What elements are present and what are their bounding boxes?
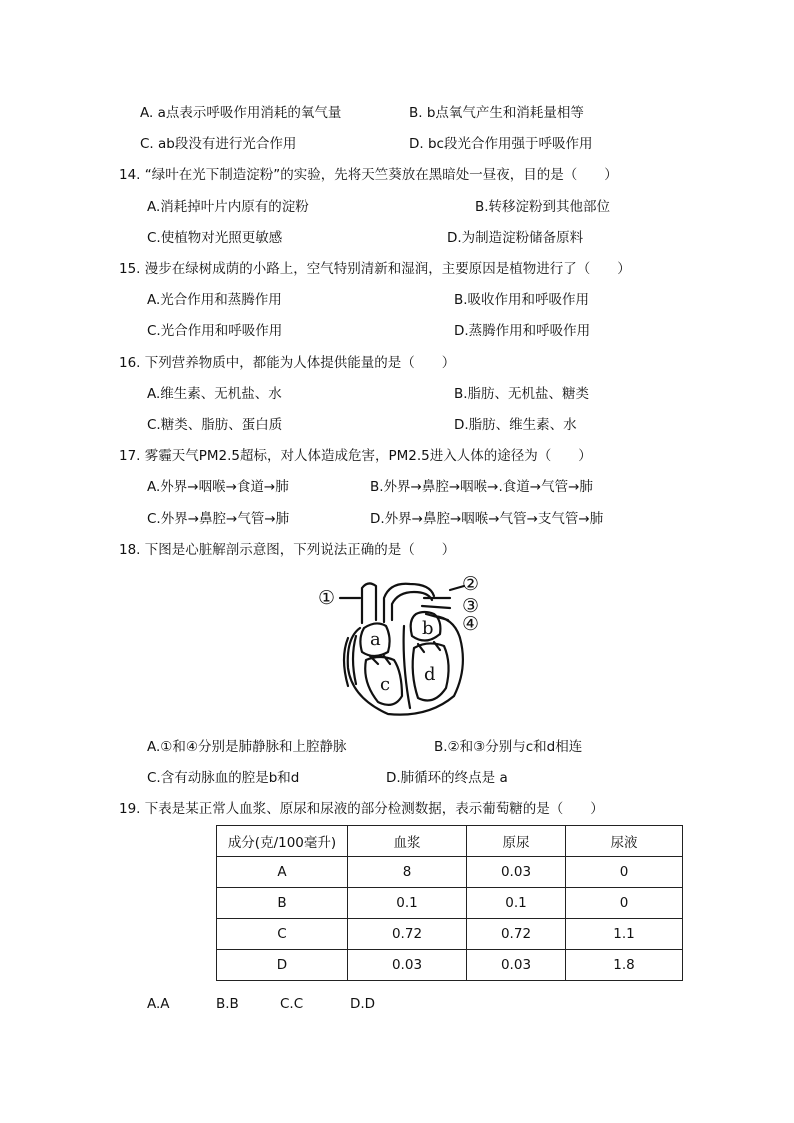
q15-option-d: D.蒸腾作用和呼吸作用 bbox=[454, 323, 591, 339]
table-cell: 0 bbox=[566, 888, 683, 919]
chamber-d: d bbox=[424, 664, 436, 685]
q16-option-c: C.糖类、脂肪、蛋白质 bbox=[147, 417, 283, 433]
table-cell: 0.1 bbox=[467, 888, 566, 919]
q13-option-b: B. b点氧气产生和消耗量相等 bbox=[409, 105, 584, 121]
label-2: ② bbox=[462, 573, 480, 595]
q14-option-a: A.消耗掉叶片内原有的淀粉 bbox=[147, 199, 309, 215]
table-cell: 1.8 bbox=[566, 950, 683, 981]
q14-option-c: C.使植物对光照更敏感 bbox=[147, 230, 283, 246]
q14-option-d: D.为制造淀粉储备原料 bbox=[447, 230, 584, 246]
table-cell: 0.1 bbox=[348, 888, 467, 919]
label-3: ③ bbox=[462, 595, 480, 617]
q19-option-c: C.C bbox=[280, 996, 304, 1012]
q16-option-b: B.脂肪、无机盐、糖类 bbox=[454, 386, 590, 402]
table-row bbox=[217, 857, 683, 888]
table-header: 成分(克/100毫升) bbox=[217, 826, 348, 857]
q19-option-d: D.D bbox=[350, 996, 376, 1012]
table-row bbox=[217, 919, 683, 950]
table-cell: 1.1 bbox=[566, 919, 683, 950]
q14-stem: 14. “绿叶在光下制造淀粉”的实验，先将天竺葵放在黑暗处一昼夜，目的是（ ） bbox=[119, 167, 618, 183]
q16-option-d: D.脂肪、维生素、水 bbox=[454, 417, 577, 433]
q18-stem: 18. 下图是心脏解剖示意图，下列说法正确的是（ ） bbox=[119, 542, 456, 558]
table-cell: 0.03 bbox=[467, 950, 566, 981]
table-cell: 8 bbox=[348, 857, 467, 888]
q17-stem: 17. 雾霾天气PM2.5超标，对人体造成危害，PM2.5进入人体的途径为（ ） bbox=[119, 448, 592, 464]
q17-option-a: A.外界→咽喉→食道→肺 bbox=[147, 479, 289, 495]
q18-option-d: D.肺循环的终点是 a bbox=[386, 770, 508, 786]
chamber-a: a bbox=[370, 629, 381, 650]
table-cell: D bbox=[217, 950, 348, 981]
q13-option-d: D. bc段光合作用强于呼吸作用 bbox=[409, 136, 593, 152]
q15-option-a: A.光合作用和蒸腾作用 bbox=[147, 292, 282, 308]
chamber-b: b bbox=[422, 618, 434, 639]
label-4: ④ bbox=[462, 613, 480, 635]
table-cell: 0.72 bbox=[348, 919, 467, 950]
q18-option-a: A.①和④分别是肺静脉和上腔静脉 bbox=[147, 739, 347, 755]
table-header: 尿液 bbox=[566, 826, 683, 857]
table-cell: A bbox=[217, 857, 348, 888]
label-1: ① bbox=[318, 587, 336, 609]
table-cell: 0.72 bbox=[467, 919, 566, 950]
heart-diagram bbox=[318, 568, 488, 720]
table-header: 血浆 bbox=[348, 826, 467, 857]
table-cell: 0.03 bbox=[467, 857, 566, 888]
table-header: 原尿 bbox=[467, 826, 566, 857]
q13-option-a: A. a点表示呼吸作用消耗的氧气量 bbox=[140, 105, 342, 121]
q13-option-c: C. ab段没有进行光合作用 bbox=[140, 136, 297, 152]
q17-option-c: C.外界→鼻腔→气管→肺 bbox=[147, 511, 290, 527]
table-header-row bbox=[217, 826, 683, 857]
q16-option-a: A.维生素、无机盐、水 bbox=[147, 386, 282, 402]
table-row bbox=[217, 888, 683, 919]
q18-option-c: C.含有动脉血的腔是b和d bbox=[147, 770, 300, 786]
q18-option-b: B.②和③分别与c和d相连 bbox=[434, 739, 583, 755]
q16-stem: 16. 下列营养物质中，都能为人体提供能量的是（ ） bbox=[119, 355, 456, 371]
q17-option-b: B.外界→鼻腔→咽喉→.食道→气管→肺 bbox=[370, 479, 593, 495]
q14-option-b: B.转移淀粉到其他部位 bbox=[475, 199, 611, 215]
data-table bbox=[216, 825, 683, 981]
q19-option-a: A.A bbox=[147, 996, 170, 1012]
table-cell: 0.03 bbox=[348, 950, 467, 981]
q19-stem: 19. 下表是某正常人血浆、原尿和尿液的部分检测数据，表示葡萄糖的是（ ） bbox=[119, 801, 604, 817]
table-row bbox=[217, 950, 683, 981]
q17-option-d: D.外界→鼻腔→咽喉→气管→支气管→肺 bbox=[370, 511, 604, 527]
q15-option-b: B.吸收作用和呼吸作用 bbox=[454, 292, 590, 308]
chamber-c: c bbox=[380, 674, 391, 695]
q15-option-c: C.光合作用和呼吸作用 bbox=[147, 323, 283, 339]
q15-stem: 15. 漫步在绿树成荫的小路上，空气特别清新和湿润，主要原因是植物进行了（ ） bbox=[119, 261, 631, 277]
table-cell: C bbox=[217, 919, 348, 950]
table-cell: B bbox=[217, 888, 348, 919]
q19-option-b: B.B bbox=[216, 996, 239, 1012]
table-cell: 0 bbox=[566, 857, 683, 888]
